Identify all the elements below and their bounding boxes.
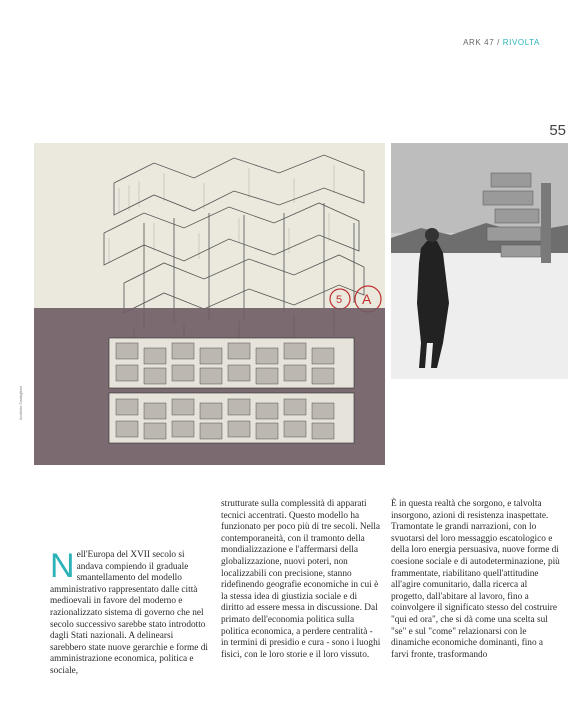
column-3-text: È in questa realtà che sorgono, e talvolta insorgono, azioni di resistenza inaspettate. Tramontate le grandi narrazioni, con lo svuotarsi del loro messaggio escatologico e della loro energia persuasiva, nuove forme di coesione sociale e di autodeterminazione, più frammentate, riabilitano quell'attitudine all'agire comunitario, dalla ricerca al progetto, dall'abitare al lavoro, fino a coinvolgere il significato stesso del costruire "qui ed ora", che si dà come una scelta sul "se" e sul "come" relazionarsi con le dinamiche economiche dominanti, fino a farvi fronte, trasformando (391, 499, 560, 660)
article-column-2 (221, 499, 381, 661)
article-column-1 (50, 547, 210, 678)
photo-credit: Archivio Castiglioni (18, 386, 23, 420)
magazine-issue: ARK 47 / (463, 38, 503, 47)
article-column-3 (391, 499, 561, 661)
sketch-letter-label: A (362, 291, 372, 307)
section-name: RIVOLTA (502, 38, 540, 47)
page-number: 55 (549, 122, 566, 139)
building-photo (391, 143, 568, 379)
page-header (0, 38, 540, 47)
column-1-text: ell'Europa del XVII secolo si andava compiendo il graduale smantellamento del modello amministrativo rappresentato dalle città medioevali in favore del moderno e razionalizzato sistema di governo che nel secolo successivo sarebbe stato introdotto dagli Stati nazionali. A delinearsi sarebbero state nuove gerarchie e forme di amministrazione economica, politica e sociale, (50, 550, 208, 676)
column-2-text: strutturate sulla complessità di apparati tecnici accentrati. Questo modello ha funzionato per poco più di tre secoli. Nella contemporaneità, con il tramonto della mondializzazione e l'affermarsi della globalizzazione, nuovi poteri, non localizzabili con precisione, stanno ridefinendo geografie economiche in cui è la stessa idea di giustizia sociale e di diritto ad essere messa in discussione. Dal primato dell'economia politica sulla politica economica, a perdere centralità - in termini di presidio e cura - sono i luoghi fisici, con le loro storie e il loro vissuto. (221, 499, 381, 660)
photo-drawing (391, 143, 568, 379)
architectural-sketch-image (34, 143, 385, 465)
sketch-circle-label: 5 (336, 294, 343, 306)
drop-cap: N (50, 547, 75, 585)
sketch-drawing (34, 143, 385, 465)
